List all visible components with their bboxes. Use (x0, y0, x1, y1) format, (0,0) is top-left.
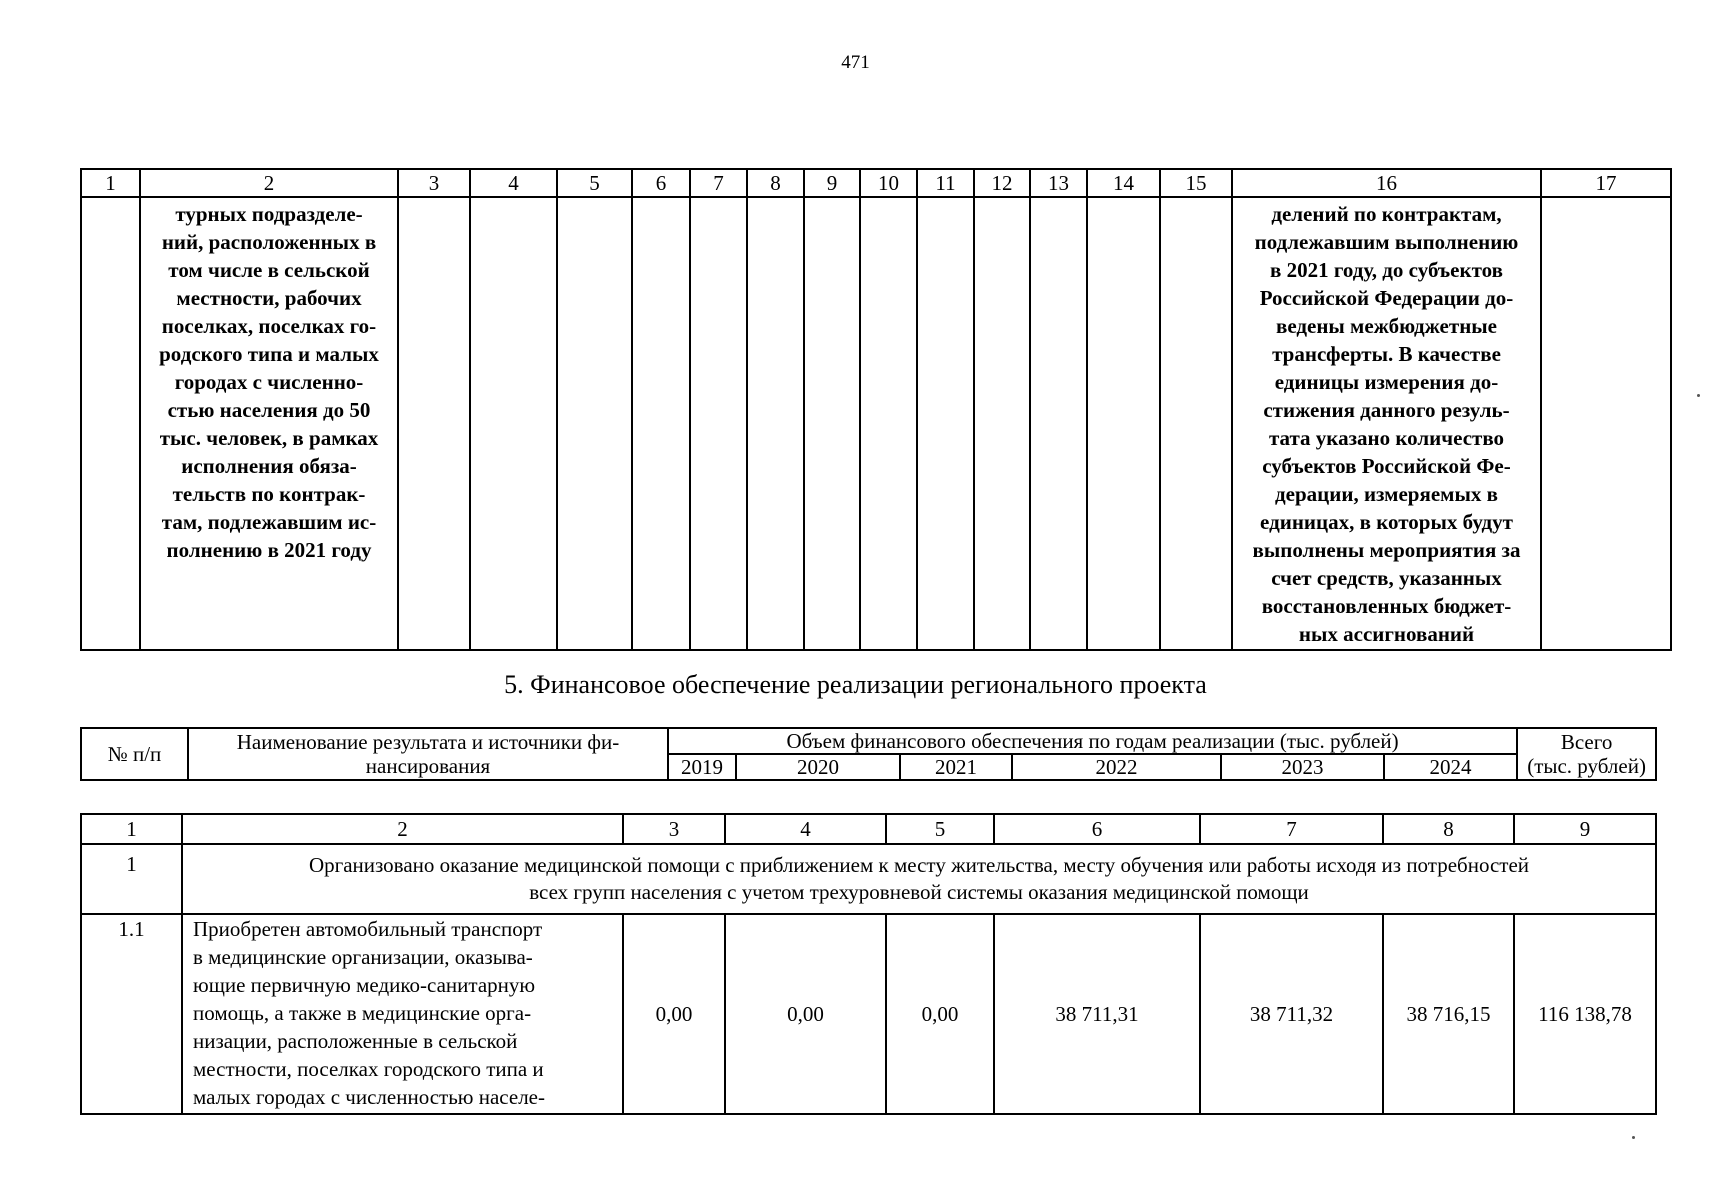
table1-cell-6 (632, 197, 690, 650)
year-2020: 2020 (736, 754, 900, 780)
table1-cell-10 (860, 197, 917, 650)
finance-col-8: 8 (1383, 814, 1514, 844)
table1-col-17: 17 (1541, 169, 1671, 197)
total-label: Всего (тыс. рублей) (1517, 728, 1656, 780)
item-num: 1.1 (81, 914, 182, 1114)
table1-col-9: 9 (804, 169, 860, 197)
finance-col-9: 9 (1514, 814, 1656, 844)
finance-header-table (80, 727, 1657, 781)
table1-col-3: 3 (398, 169, 470, 197)
value-2021: 0,00 (886, 914, 994, 1114)
volume-label: Объем финансового обеспечения по годам реализации (тыс. рублей) (668, 728, 1517, 754)
table1-cell-2 (140, 197, 398, 650)
table1-cell-8 (747, 197, 804, 650)
finance-col-7: 7 (1200, 814, 1383, 844)
table1-col-7: 7 (690, 169, 747, 197)
table1-cell-11 (917, 197, 974, 650)
result-row (81, 844, 1656, 914)
table1-cell-13 (1030, 197, 1087, 650)
finance-col-5: 5 (886, 814, 994, 844)
table1-col-5: 5 (557, 169, 632, 197)
table1-col-13: 13 (1030, 169, 1087, 197)
table1-cell-17 (1541, 197, 1671, 650)
page-number: 471 (841, 52, 870, 73)
table1-cell-9 (804, 197, 860, 650)
finance-col-4: 4 (725, 814, 886, 844)
num-label: № п/п (81, 728, 188, 780)
table1-cell-1 (81, 197, 140, 650)
result-text: Организовано оказание медицинской помощи с приближением к месту жительства, месту обучения или работы исходя из потребностей всех групп населения с учетом трехуровневой системы оказания медицинской помощи (182, 844, 1656, 914)
value-2024: 38 716,15 (1383, 914, 1514, 1114)
finance-header-row-1 (81, 728, 1656, 754)
table1-cell-15 (1160, 197, 1232, 650)
year-2021: 2021 (900, 754, 1012, 780)
result-description-text: турных подразделе- ний, расположенных в том числе в сельской местности, рабочих поселках, поселках го- родского типа и малых городах с численно- стью населения до 50 тыс. человек, в рамках исполнения обяза- тельств по контрак- там, подлежавшим ис- полнению в 2021 году (159, 202, 379, 562)
table1-cell-16 (1232, 197, 1541, 650)
comment-text: делений по контрактам, подлежавшим выполнению в 2021 году, до субъектов Российской Федерации до- ведены межбюджетные трансферты. В качестве единицы измерения до- стижения данного резуль- тата указано количество субъектов Российской Фе- дерации, измеряемых в единицах, в которых будут выполнены мероприятия за счет средств, указанных восстановленных бюджет- ных ассигнований (1252, 202, 1521, 646)
table1-cell-3 (398, 197, 470, 650)
value-2020: 0,00 (725, 914, 886, 1114)
table1-col-11: 11 (917, 169, 974, 197)
finance-columns-row (81, 814, 1656, 844)
finance-table (80, 813, 1657, 1115)
table1-col-10: 10 (860, 169, 917, 197)
table1-cell-14 (1087, 197, 1160, 650)
year-2024: 2024 (1384, 754, 1517, 780)
table1-body-row (81, 197, 1671, 650)
table1-cell-12 (974, 197, 1030, 650)
table1-col-1: 1 (81, 169, 140, 197)
scan-speck (1632, 1136, 1635, 1139)
value-2022: 38 711,31 (994, 914, 1200, 1114)
year-2019: 2019 (668, 754, 736, 780)
table1-header-row (81, 169, 1671, 197)
table1-cell-4 (470, 197, 557, 650)
finance-col-2: 2 (182, 814, 623, 844)
value-2019: 0,00 (623, 914, 725, 1114)
finance-col-6: 6 (994, 814, 1200, 844)
table1-col-4: 4 (470, 169, 557, 197)
section-title: 5. Финансовое обеспечение реализации регионального проекта (504, 670, 1207, 699)
value-total: 116 138,78 (1514, 914, 1656, 1114)
finance-col-3: 3 (623, 814, 725, 844)
name-label: Наименование результата и источники фи- нансирования (188, 728, 668, 780)
table1-col-2: 2 (140, 169, 398, 197)
indicators-table-continuation (80, 168, 1672, 651)
table1-cell-5 (557, 197, 632, 650)
result-num: 1 (81, 844, 182, 914)
value-2023: 38 711,32 (1200, 914, 1383, 1114)
table1-col-8: 8 (747, 169, 804, 197)
scan-speck (1697, 394, 1700, 397)
item-name: Приобретен автомобильный транспорт в медицинские организации, оказыва- ющие первичную медико-санитарную помощь, а также в медицинские орга- низации, расположенные в сельской местности, поселках городского типа и малых городах с численностью населе- (182, 914, 623, 1114)
table1-col-12: 12 (974, 169, 1030, 197)
table1-col-6: 6 (632, 169, 690, 197)
year-2022: 2022 (1012, 754, 1221, 780)
year-2023: 2023 (1221, 754, 1384, 780)
finance-col-1: 1 (81, 814, 182, 844)
item-row (81, 914, 1656, 1114)
table1-col-16: 16 (1232, 169, 1541, 197)
table1-col-14: 14 (1087, 169, 1160, 197)
table1-col-15: 15 (1160, 169, 1232, 197)
table1-cell-7 (690, 197, 747, 650)
